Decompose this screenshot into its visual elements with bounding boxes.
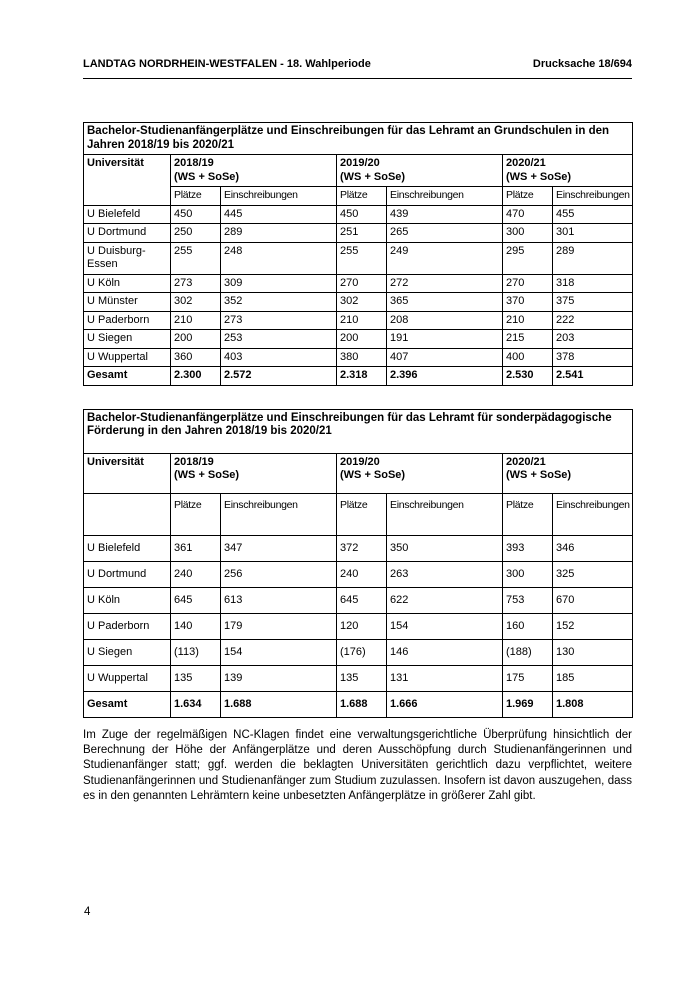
empty-cell [84, 493, 171, 535]
einschreibungen-value: 318 [553, 274, 633, 293]
total-label: Gesamt [84, 367, 171, 386]
table-total-row [84, 367, 633, 386]
plaetze-value: 380 [337, 348, 387, 367]
term-label: (WS + SoSe) [174, 170, 240, 183]
plaetze-value: (176) [337, 639, 387, 665]
einschreibungen-value: 378 [553, 348, 633, 367]
term-label: (WS + SoSe) [506, 469, 572, 481]
table-title-row [84, 409, 633, 453]
university-name: U Bielefeld [84, 535, 171, 561]
plaetze-value: 370 [503, 293, 553, 312]
term-label: (WS + SoSe) [340, 469, 406, 481]
universitaet-header: Universität [84, 453, 171, 493]
einschreibungen-value: 191 [387, 330, 503, 349]
plaetze-value: 270 [503, 274, 553, 293]
year-header-2020 [503, 155, 633, 187]
einschreibungen-value: 622 [387, 587, 503, 613]
einschreibungen-header: Einschreibungen [553, 493, 633, 535]
year-header-row [84, 453, 633, 493]
header-wahlperiode: LANDTAG NORDRHEIN-WESTFALEN - 18. Wahlperiode [83, 58, 371, 70]
einschreibungen-value: 375 [553, 293, 633, 312]
year-label: 2018/19 [174, 157, 214, 169]
einschreibungen-value: 152 [553, 613, 633, 639]
university-name: U Paderborn [84, 613, 171, 639]
plaetze-value: 120 [337, 613, 387, 639]
table-row [84, 665, 633, 691]
einschreibungen-header: Einschreibungen [221, 187, 337, 206]
university-name: U Köln [84, 274, 171, 293]
university-name: U Siegen [84, 330, 171, 349]
page-number: 4 [84, 906, 91, 918]
header-drucksache: Drucksache 18/694 [532, 58, 632, 70]
body-paragraph: Im Zuge der regelmäßigen NC-Klagen findet eine verwaltungsgerichtliche Überprüfung hinsichtlich der Berechnung der Höhe der Anfängerplätze und deren Ausschöpfung durch Studienanfängerinnen und Studienanfänger statt; ggf. werden die beklagten Universitäten gerichtlich dazu verpflichtet, weitere Studienanfängerinnen und Studienanfänger zum Studium zuzulassen. Insofern ist davon auszugehen, dass es in den genannten Lehrämtern keine unbesetzten Anfängerplätze in größerer Zahl gibt. [83, 728, 632, 803]
year-label: 2020/21 [506, 455, 546, 468]
plaetze-value: 200 [337, 330, 387, 349]
plaetze-value: 273 [171, 274, 221, 293]
einschreibungen-value: 265 [387, 224, 503, 243]
table-total-row [84, 691, 633, 717]
table-row [84, 348, 633, 367]
university-name: U Bielefeld [84, 205, 171, 224]
plaetze-value: 302 [337, 293, 387, 312]
einschreibungen-value: 455 [553, 205, 633, 224]
plaetze-value: 160 [503, 613, 553, 639]
plaetze-header: Plätze [337, 187, 387, 206]
table-row [84, 613, 633, 639]
einschreibungen-value: 273 [221, 311, 337, 330]
einschreibungen-value: 146 [387, 639, 503, 665]
einschreibungen-value: 203 [553, 330, 633, 349]
einschreibungen-value: 256 [221, 561, 337, 587]
plaetze-total: 2.300 [171, 367, 221, 386]
plaetze-value: 300 [503, 561, 553, 587]
einschreibungen-value: 309 [221, 274, 337, 293]
einschreibungen-value: 613 [221, 587, 337, 613]
year-label: 2019/20 [340, 455, 380, 468]
plaetze-value: 210 [171, 311, 221, 330]
plaetze-header: Plätze [503, 493, 553, 535]
year-header-2019 [337, 453, 503, 493]
einschreibungen-header: Einschreibungen [553, 187, 633, 206]
table-sonderpaedagogik [83, 409, 633, 718]
einschreibungen-value: 346 [553, 535, 633, 561]
year-header-2019 [337, 155, 503, 187]
year-label: 2019/20 [340, 157, 380, 169]
einschreibungen-header: Einschreibungen [221, 493, 337, 535]
university-name: U Duisburg-Essen [84, 242, 171, 274]
plaetze-value: 255 [171, 242, 221, 274]
plaetze-value: 175 [503, 665, 553, 691]
plaetze-value: 295 [503, 242, 553, 274]
plaetze-value: 645 [337, 587, 387, 613]
plaetze-value: 470 [503, 205, 553, 224]
plaetze-value: 200 [171, 330, 221, 349]
einschreibungen-total: 1.808 [553, 691, 633, 717]
year-header-2018 [171, 453, 337, 493]
plaetze-header: Plätze [171, 493, 221, 535]
plaetze-header: Plätze [503, 187, 553, 206]
plaetze-value: 135 [337, 665, 387, 691]
table-row [84, 224, 633, 243]
plaetze-total: 2.530 [503, 367, 553, 386]
table-row [84, 639, 633, 665]
einschreibungen-total: 1.666 [387, 691, 503, 717]
plaetze-value: 270 [337, 274, 387, 293]
einschreibungen-value: 325 [553, 561, 633, 587]
table-row [84, 274, 633, 293]
table-row [84, 205, 633, 224]
einschreibungen-value: 289 [553, 242, 633, 274]
einschreibungen-value: 131 [387, 665, 503, 691]
table-title-row [84, 123, 633, 155]
einschreibungen-value: 445 [221, 205, 337, 224]
term-label: (WS + SoSe) [506, 170, 572, 183]
table-row [84, 242, 633, 274]
einschreibungen-value: 263 [387, 561, 503, 587]
plaetze-value: 255 [337, 242, 387, 274]
plaetze-value: 140 [171, 613, 221, 639]
university-name: U Dortmund [84, 224, 171, 243]
document-header [83, 58, 632, 79]
year-label: 2018/19 [174, 455, 214, 468]
einschreibungen-value: 154 [221, 639, 337, 665]
einschreibungen-header: Einschreibungen [387, 187, 503, 206]
einschreibungen-value: 403 [221, 348, 337, 367]
plaetze-value: 251 [337, 224, 387, 243]
einschreibungen-total: 2.572 [221, 367, 337, 386]
einschreibungen-total: 2.541 [553, 367, 633, 386]
plaetze-value: (113) [171, 639, 221, 665]
plaetze-value: 300 [503, 224, 553, 243]
plaetze-total: 2.318 [337, 367, 387, 386]
einschreibungen-value: 248 [221, 242, 337, 274]
table-row [84, 311, 633, 330]
subheader-row [84, 493, 633, 535]
term-label: (WS + SoSe) [174, 469, 240, 481]
einschreibungen-value: 139 [221, 665, 337, 691]
plaetze-value: 210 [503, 311, 553, 330]
plaetze-value: 135 [171, 665, 221, 691]
table-row [84, 293, 633, 312]
table-title: Bachelor-Studienanfängerplätze und Einschreibungen für das Lehramt an Grundschulen in den Jahren 2018/19 bis 2020/21 [84, 123, 633, 155]
plaetze-value: 240 [337, 561, 387, 587]
plaetze-total: 1.688 [337, 691, 387, 717]
plaetze-header: Plätze [171, 187, 221, 206]
year-header-2020 [503, 453, 633, 493]
university-name: U Dortmund [84, 561, 171, 587]
plaetze-header: Plätze [337, 493, 387, 535]
plaetze-value: 210 [337, 311, 387, 330]
einschreibungen-value: 670 [553, 587, 633, 613]
einschreibungen-value: 154 [387, 613, 503, 639]
einschreibungen-value: 301 [553, 224, 633, 243]
einschreibungen-value: 185 [553, 665, 633, 691]
term-label: (WS + SoSe) [340, 170, 406, 183]
einschreibungen-total: 1.688 [221, 691, 337, 717]
plaetze-value: 240 [171, 561, 221, 587]
table-row [84, 587, 633, 613]
year-header-2018 [171, 155, 337, 187]
table-grundschulen [83, 122, 633, 386]
einschreibungen-value: 350 [387, 535, 503, 561]
einschreibungen-header: Einschreibungen [387, 493, 503, 535]
einschreibungen-value: 208 [387, 311, 503, 330]
table-row [84, 561, 633, 587]
einschreibungen-value: 179 [221, 613, 337, 639]
table-row [84, 535, 633, 561]
einschreibungen-value: 289 [221, 224, 337, 243]
year-label: 2020/21 [506, 157, 546, 169]
einschreibungen-value: 347 [221, 535, 337, 561]
einschreibungen-value: 249 [387, 242, 503, 274]
plaetze-value: 302 [171, 293, 221, 312]
table-row [84, 330, 633, 349]
einschreibungen-value: 352 [221, 293, 337, 312]
university-name: U Siegen [84, 639, 171, 665]
university-name: U Paderborn [84, 311, 171, 330]
total-label: Gesamt [84, 691, 171, 717]
einschreibungen-value: 222 [553, 311, 633, 330]
einschreibungen-value: 439 [387, 205, 503, 224]
einschreibungen-value: 407 [387, 348, 503, 367]
einschreibungen-value: 253 [221, 330, 337, 349]
university-name: U Münster [84, 293, 171, 312]
plaetze-value: 450 [171, 205, 221, 224]
universitaet-header: Universität [84, 155, 171, 206]
plaetze-total: 1.634 [171, 691, 221, 717]
university-name: U Wuppertal [84, 665, 171, 691]
plaetze-value: 400 [503, 348, 553, 367]
plaetze-total: 1.969 [503, 691, 553, 717]
einschreibungen-total: 2.396 [387, 367, 503, 386]
einschreibungen-value: 272 [387, 274, 503, 293]
plaetze-value: 250 [171, 224, 221, 243]
einschreibungen-value: 130 [553, 639, 633, 665]
year-header-row [84, 155, 633, 187]
plaetze-value: 753 [503, 587, 553, 613]
page-content [83, 58, 632, 805]
university-name: U Wuppertal [84, 348, 171, 367]
plaetze-value: 372 [337, 535, 387, 561]
plaetze-value: (188) [503, 639, 553, 665]
plaetze-value: 361 [171, 535, 221, 561]
table-title: Bachelor-Studienanfängerplätze und Einschreibungen für das Lehramt für sonderpädagogische Förderung in den Jahren 2018/19 bis 2020/21 [84, 409, 633, 453]
plaetze-value: 360 [171, 348, 221, 367]
plaetze-value: 450 [337, 205, 387, 224]
university-name: U Köln [84, 587, 171, 613]
einschreibungen-value: 365 [387, 293, 503, 312]
plaetze-value: 393 [503, 535, 553, 561]
plaetze-value: 215 [503, 330, 553, 349]
plaetze-value: 645 [171, 587, 221, 613]
